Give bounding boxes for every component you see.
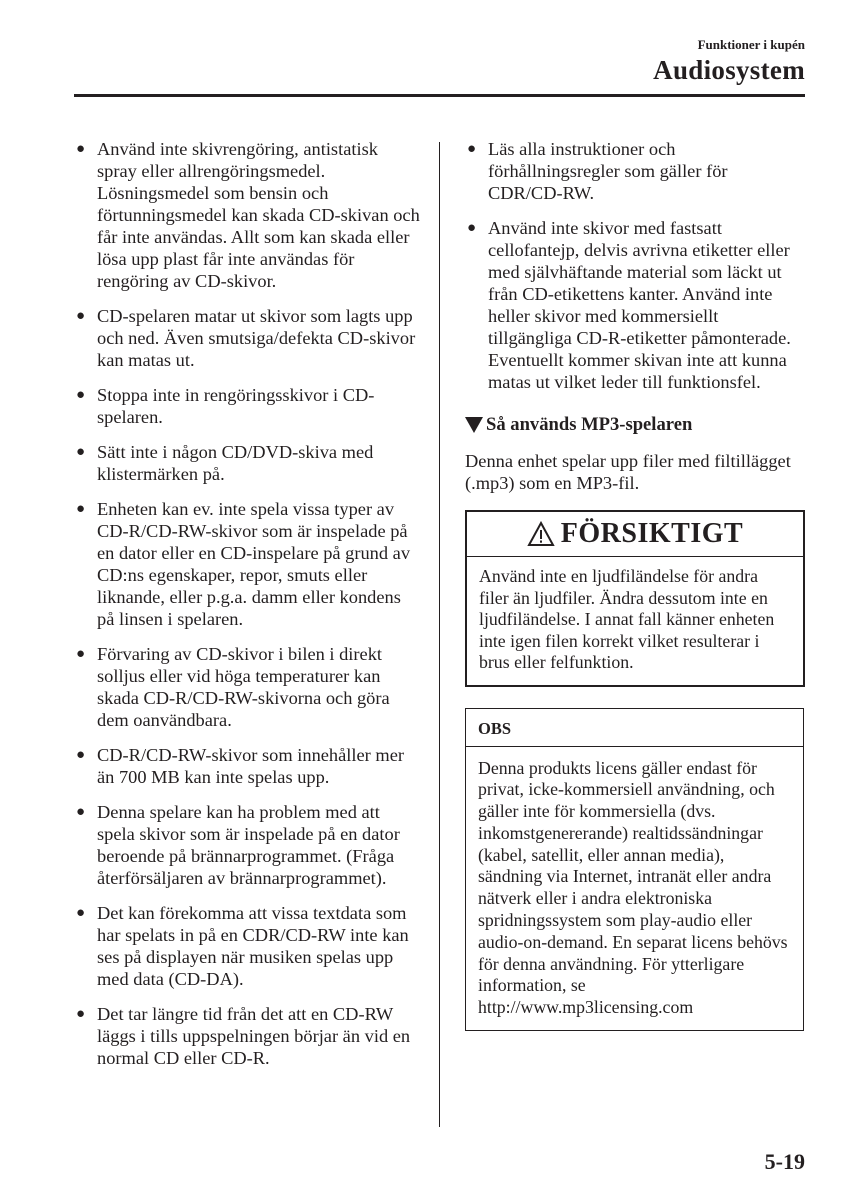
list-item (74, 643, 420, 731)
list-item-text: Sätt inte i någon CD/DVD-skiva med klistermärken på. (97, 442, 374, 484)
list-item (74, 384, 420, 428)
list-item-text: Det tar längre tid från det att en CD-RW läggs i tills uppspelningen börjar än vid en normal CD eller CD-R. (97, 1004, 411, 1068)
triangle-down-icon (465, 417, 483, 433)
right-column (465, 138, 805, 1031)
subheading-text: Så används MP3-spelaren (486, 414, 693, 435)
header-rule (74, 94, 805, 97)
bullet-icon: ● (76, 1006, 86, 1022)
column-divider (439, 142, 440, 1127)
bullet-icon: ● (467, 141, 477, 157)
list-item-text: CD-R/CD-RW-skivor som innehåller mer än 700 MB kan inte spelas upp. (97, 745, 404, 787)
bullet-icon: ● (76, 444, 86, 460)
note-title: OBS (466, 709, 803, 747)
bullet-icon: ● (76, 501, 86, 517)
list-item (74, 1003, 420, 1069)
list-item-text: CD-spelaren matar ut skivor som lagts upp och ned. Även smutsiga/defekta CD-skivor kan matas ut. (97, 306, 416, 370)
bullet-icon: ● (76, 747, 86, 763)
list-item-text: Det kan förekomma att vissa textdata som har spelats in på en CDR/CD-RW inte kan ses på displayen när musiken spelas upp med data (CD-DA). (97, 903, 409, 989)
list-item (465, 217, 805, 393)
right-bullet-list (465, 138, 805, 393)
list-item (74, 305, 420, 371)
list-item-text: Förvaring av CD-skivor i bilen i direkt solljus eller vid höga temperaturer kan skada CD-R/CD-RW-skivorna och göra dem oanvändbara. (97, 644, 390, 730)
caution-header (467, 512, 803, 557)
bullet-icon: ● (467, 220, 477, 236)
list-item (465, 138, 805, 204)
list-item (74, 801, 420, 889)
list-item-text: Använd inte skivrengöring, antistatisk spray eller allrengöringsmedel. Lösningsmedel som bensin och förtunningsmedel kan skada CD-skivan och får inte användas. Allt som kan skada eller lösa upp plast får inte användas för rengöring av CD-skivor. (97, 139, 420, 291)
page-number: 5-19 (764, 1149, 805, 1174)
list-item (74, 138, 420, 292)
note-text: Denna produkts licens gäller endast för privat, icke-kommersiell användning, och gäller inte för kommersiella (dvs. inkomstgenererande) realtidssändningar (kabel, satellit, eller annan media), sändning via Internet, intranät eller andra nätverk eller i andra elektroniska spridningssystem som play-audio eller audio-on-demand. En separat licens behövs för denna användning. För ytterligare information, se http://www.mp3licensing.com (478, 757, 788, 1018)
bullet-icon: ● (76, 804, 86, 820)
list-item-text: Stoppa inte in rengöringsskivor i CD-spelaren. (97, 385, 375, 427)
bullet-icon: ● (76, 905, 86, 921)
chapter-title: Audiosystem (653, 55, 805, 85)
list-item-text: Läs alla instruktioner och förhållningsregler som gäller för CDR/CD-RW. (488, 139, 728, 203)
list-item (74, 441, 420, 485)
list-item-text: Använd inte skivor med fastsatt cellofantejp, delvis avrivna etiketter eller med självhäftande material som läckt ut från CD-etikettens kanter. Använd inte heller skivor med kommersiellt tillgängliga CD-R-etiketter påmonterade. Eventuellt kommer skivan inte att kunna matas ut vilket leder till funktionsfel. (488, 218, 791, 392)
bullet-icon: ● (76, 308, 86, 324)
caution-text: Använd inte en ljudfiländelse för andra filer än ljudfiler. Ändra dessutom inte en ljudfiländelse. I annat fall känner enheten inte igen filen korrekt vilket resulterar i brus eller felfunktion. (479, 566, 775, 672)
list-item-text: Enheten kan ev. inte spela vissa typer av CD-R/CD-RW-skivor som är inspelade på en dator eller en CD-inspelare på grund av CD:ns egenskaper, repor, smuts eller liknande, eller p.g.a. damm eller kondens på linsen i spelaren. (97, 499, 411, 629)
intro-paragraph: Denna enhet spelar upp filer med filtillägget (.mp3) som en MP3-fil. (465, 451, 791, 493)
left-bullet-list (74, 138, 420, 1069)
list-item-text: Denna spelare kan ha problem med att spela skivor som är inspelade på en dator beroende på brännarprogrammet. (Fråga återförsäljaren av brännarprogrammet). (97, 802, 400, 888)
warning-triangle-icon (527, 521, 555, 547)
list-item (74, 498, 420, 630)
list-item (74, 744, 420, 788)
bullet-icon: ● (76, 646, 86, 662)
caution-title: FÖRSIKTIGT (560, 518, 744, 549)
bullet-icon: ● (76, 387, 86, 403)
left-column (74, 138, 420, 1082)
list-item (74, 902, 420, 990)
section-label: Funktioner i kupén (697, 37, 805, 52)
note-box (465, 708, 804, 1032)
bullet-icon: ● (76, 141, 86, 157)
subheading (465, 414, 805, 436)
caution-box (465, 510, 805, 687)
